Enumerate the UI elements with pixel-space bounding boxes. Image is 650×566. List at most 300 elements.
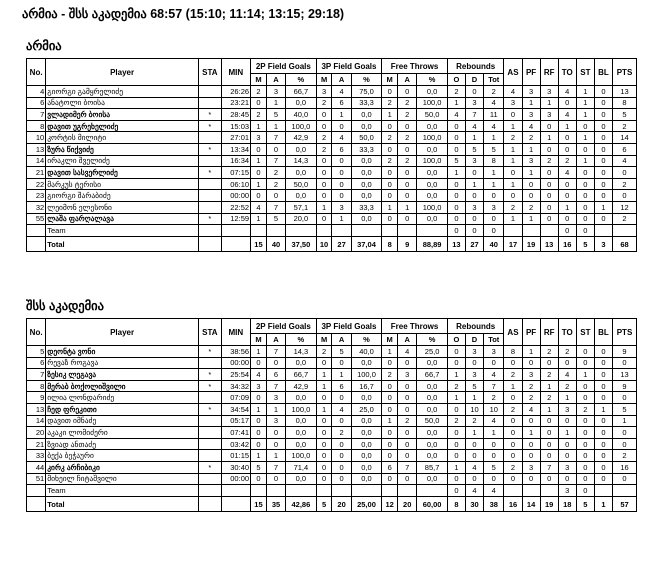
fouls-received: 0 xyxy=(540,178,558,190)
off-rebounds: 2 xyxy=(447,380,465,392)
2p-percent: 100,0 xyxy=(286,450,317,462)
ft-percent: 50,0 xyxy=(417,109,448,121)
total-label: Total xyxy=(46,497,199,512)
player-row xyxy=(27,346,637,358)
team-label: Team xyxy=(46,225,199,237)
def-rebounds: 0 xyxy=(465,213,483,225)
steals: 1 xyxy=(576,109,594,121)
3p-percent: 16,7 xyxy=(351,380,382,392)
total-2p-attempted: 40 xyxy=(266,237,285,252)
blocks: 0 xyxy=(594,415,612,427)
3p-attempted: 0 xyxy=(332,357,351,369)
player-name: მარკუს ტერისი xyxy=(46,178,199,190)
2p-percent: 20,0 xyxy=(286,213,317,225)
minutes: 16:34 xyxy=(221,155,250,167)
3p-percent: 0,0 xyxy=(351,415,382,427)
ft-made: 1 xyxy=(382,201,398,213)
player-number: 33 xyxy=(27,450,46,462)
column-header: RF xyxy=(540,319,558,346)
3p-percent: 0,0 xyxy=(351,178,382,190)
assists: 0 xyxy=(504,190,522,202)
player-row xyxy=(27,357,637,369)
3p-made: 2 xyxy=(316,97,332,109)
column-subheader: % xyxy=(351,334,382,346)
team-name: არმია xyxy=(26,39,62,53)
ft-percent: 100,0 xyxy=(417,201,448,213)
off-rebounds: 1 xyxy=(447,97,465,109)
ft-made: 0 xyxy=(382,450,398,462)
personal-fouls: 1 xyxy=(522,143,540,155)
total-assists: 17 xyxy=(504,237,522,252)
player-row xyxy=(27,201,637,213)
ft-made: 0 xyxy=(382,167,398,179)
minutes: 00:00 xyxy=(221,357,250,369)
starter-mark xyxy=(199,438,222,450)
personal-fouls: 1 xyxy=(522,213,540,225)
2p-attempted: 0 xyxy=(266,438,285,450)
player-number: 21 xyxy=(27,167,46,179)
assists: 2 xyxy=(504,403,522,415)
column-subheader: % xyxy=(286,74,317,86)
ft-percent: 0,0 xyxy=(417,120,448,132)
empty-cell xyxy=(221,485,250,497)
total-ft-percent: 88,89 xyxy=(417,237,448,252)
3p-made: 1 xyxy=(316,403,332,415)
2p-made: 1 xyxy=(251,403,267,415)
personal-fouls: 0 xyxy=(522,450,540,462)
2p-percent: 66,7 xyxy=(286,369,317,381)
column-subheader: A xyxy=(332,74,351,86)
player-name: ილია ლონდარიძე xyxy=(46,392,199,404)
total-turnovers: 16 xyxy=(558,237,576,252)
def-rebounds: 3 xyxy=(465,346,483,358)
2p-made: 3 xyxy=(251,132,267,144)
off-rebounds: 0 xyxy=(447,213,465,225)
turnovers: 0 xyxy=(558,357,576,369)
column-header: STA xyxy=(199,59,222,86)
2p-percent: 0,0 xyxy=(286,392,317,404)
3p-attempted: 0 xyxy=(332,120,351,132)
3p-made: 2 xyxy=(316,346,332,358)
def-rebounds: 7 xyxy=(465,109,483,121)
fouls-received: 0 xyxy=(540,190,558,202)
fouls-received: 0 xyxy=(540,438,558,450)
3p-attempted: 1 xyxy=(332,109,351,121)
2p-made: 0 xyxy=(251,143,267,155)
off-rebounds: 2 xyxy=(447,86,465,98)
2p-percent: 0,0 xyxy=(286,357,317,369)
3p-percent: 0,0 xyxy=(351,213,382,225)
total-steals: 5 xyxy=(576,237,594,252)
ft-attempted: 2 xyxy=(398,415,417,427)
empty-cell xyxy=(522,225,540,237)
off-rebounds: 0 xyxy=(447,225,465,237)
assists: 0 xyxy=(504,473,522,485)
turnovers: 0 xyxy=(558,473,576,485)
ft-percent: 0,0 xyxy=(417,380,448,392)
ft-percent: 0,0 xyxy=(417,190,448,202)
assists: 0 xyxy=(504,415,522,427)
off-rebounds: 0 xyxy=(447,450,465,462)
fouls-received: 0 xyxy=(540,167,558,179)
total-points: 68 xyxy=(613,237,637,252)
assists: 0 xyxy=(504,450,522,462)
3p-made: 1 xyxy=(316,201,332,213)
column-subheader: M xyxy=(251,334,267,346)
ft-attempted: 0 xyxy=(398,357,417,369)
column-subheader: A xyxy=(332,334,351,346)
3p-percent: 33,3 xyxy=(351,201,382,213)
3p-attempted: 2 xyxy=(332,427,351,439)
assists: 0 xyxy=(504,438,522,450)
starter-mark xyxy=(199,450,222,462)
total-3p-made: 5 xyxy=(316,497,332,512)
empty-cell xyxy=(417,485,448,497)
fouls-received: 2 xyxy=(540,155,558,167)
assists: 2 xyxy=(504,461,522,473)
3p-attempted: 1 xyxy=(332,369,351,381)
2p-attempted: 0 xyxy=(266,357,285,369)
player-row xyxy=(27,450,637,462)
column-header: AS xyxy=(504,319,522,346)
player-name: ბექა ბეჭაური xyxy=(46,450,199,462)
player-name: გიორგი შარაბიძე xyxy=(46,190,199,202)
blocks: 0 xyxy=(594,369,612,381)
column-subheader: A xyxy=(266,334,285,346)
3p-made: 0 xyxy=(316,190,332,202)
blocks: 0 xyxy=(594,473,612,485)
blocks: 0 xyxy=(594,392,612,404)
turnovers: 0 xyxy=(558,178,576,190)
2p-percent: 0,0 xyxy=(286,415,317,427)
starter-mark xyxy=(199,357,222,369)
turnovers: 1 xyxy=(558,120,576,132)
personal-fouls: 0 xyxy=(522,473,540,485)
total-rebounds: 1 xyxy=(484,167,504,179)
blocks: 0 xyxy=(594,427,612,439)
player-row xyxy=(27,438,637,450)
player-row xyxy=(27,86,637,98)
player-name: დავით იმნაძე xyxy=(46,415,199,427)
total-rebounds: 11 xyxy=(484,109,504,121)
column-subheader: D xyxy=(465,334,483,346)
personal-fouls: 1 xyxy=(522,97,540,109)
empty-cell xyxy=(382,225,398,237)
assists: 0 xyxy=(504,109,522,121)
2p-percent: 0,0 xyxy=(286,438,317,450)
ft-made: 0 xyxy=(382,380,398,392)
starter-mark xyxy=(199,473,222,485)
ft-percent: 100,0 xyxy=(417,132,448,144)
column-header: Rebounds xyxy=(447,319,504,334)
points: 14 xyxy=(613,132,637,144)
2p-percent: 100,0 xyxy=(286,403,317,415)
header-row xyxy=(27,319,637,334)
2p-percent: 71,4 xyxy=(286,461,317,473)
total-ft-made: 12 xyxy=(382,497,398,512)
column-header: PF xyxy=(522,59,540,86)
ft-attempted: 0 xyxy=(398,178,417,190)
assists: 8 xyxy=(504,346,522,358)
blocks: 1 xyxy=(594,201,612,213)
personal-fouls: 1 xyxy=(522,427,540,439)
3p-attempted: 6 xyxy=(332,97,351,109)
player-number: 44 xyxy=(27,461,46,473)
steals: 0 xyxy=(576,392,594,404)
empty-cell xyxy=(199,225,222,237)
empty-cell xyxy=(522,485,540,497)
total-rebounds: 3 xyxy=(484,201,504,213)
ft-made: 0 xyxy=(382,427,398,439)
2p-made: 0 xyxy=(251,473,267,485)
player-row xyxy=(27,415,637,427)
player-row xyxy=(27,167,637,179)
fouls-received: 3 xyxy=(540,109,558,121)
page-title: არმია - შსს აკადემია 68:57 (15:10; 11:14; 13:15; 29:18) xyxy=(22,7,345,21)
player-number: 10 xyxy=(27,132,46,144)
total-rebounds: 0 xyxy=(484,438,504,450)
def-rebounds: 0 xyxy=(465,450,483,462)
points: 6 xyxy=(613,143,637,155)
team-stats-table xyxy=(26,58,637,252)
player-name: აკაკი ლომიძერი xyxy=(46,427,199,439)
column-header: RF xyxy=(540,59,558,86)
fouls-received: 0 xyxy=(540,201,558,213)
ft-percent: 0,0 xyxy=(417,427,448,439)
steals: 0 xyxy=(576,357,594,369)
assists: 1 xyxy=(504,143,522,155)
column-header: PF xyxy=(522,319,540,346)
blocks: 1 xyxy=(594,403,612,415)
3p-made: 0 xyxy=(316,415,332,427)
3p-percent: 0,0 xyxy=(351,357,382,369)
ft-attempted: 0 xyxy=(398,403,417,415)
column-subheader: O xyxy=(447,334,465,346)
player-number: 20 xyxy=(27,427,46,439)
starter-mark: * xyxy=(199,143,222,155)
column-header: 2P Field Goals xyxy=(251,319,317,334)
total-personal-fouls: 19 xyxy=(522,237,540,252)
3p-percent: 25,0 xyxy=(351,403,382,415)
ft-made: 0 xyxy=(382,473,398,485)
3p-made: 3 xyxy=(316,86,332,98)
total-rebounds: 0 xyxy=(484,213,504,225)
starter-mark xyxy=(199,86,222,98)
steals: 0 xyxy=(576,415,594,427)
off-rebounds: 0 xyxy=(447,143,465,155)
2p-made: 5 xyxy=(251,461,267,473)
2p-made: 1 xyxy=(251,178,267,190)
2p-attempted: 5 xyxy=(266,109,285,121)
column-subheader: A xyxy=(266,74,285,86)
total-turnovers: 18 xyxy=(558,497,576,512)
player-number: 4 xyxy=(27,86,46,98)
player-number: 32 xyxy=(27,201,46,213)
column-subheader: O xyxy=(447,74,465,86)
total-points: 57 xyxy=(613,497,637,512)
assists: 2 xyxy=(504,132,522,144)
turnovers: 4 xyxy=(558,369,576,381)
column-header: MIN xyxy=(221,319,250,346)
turnovers: 0 xyxy=(558,213,576,225)
ft-percent: 100,0 xyxy=(417,155,448,167)
2p-made: 1 xyxy=(251,120,267,132)
2p-made: 4 xyxy=(251,201,267,213)
empty-cell xyxy=(417,225,448,237)
turnovers: 1 xyxy=(558,392,576,404)
player-row xyxy=(27,178,637,190)
ft-made: 6 xyxy=(382,461,398,473)
3p-attempted: 0 xyxy=(332,450,351,462)
points: 0 xyxy=(613,392,637,404)
minutes: 00:00 xyxy=(221,190,250,202)
total-rebounds: 8 xyxy=(484,155,504,167)
ft-made: 0 xyxy=(382,190,398,202)
player-row xyxy=(27,143,637,155)
2p-attempted: 2 xyxy=(266,178,285,190)
3p-percent: 0,0 xyxy=(351,120,382,132)
def-rebounds: 0 xyxy=(465,86,483,98)
ft-made: 0 xyxy=(382,438,398,450)
2p-made: 0 xyxy=(251,167,267,179)
player-name: დავით უგრეხელიძე xyxy=(46,120,199,132)
personal-fouls: 2 xyxy=(522,380,540,392)
column-header: 2P Field Goals xyxy=(251,59,317,74)
minutes: 34:54 xyxy=(221,403,250,415)
turnovers: 2 xyxy=(558,346,576,358)
3p-percent: 0,0 xyxy=(351,167,382,179)
steals: 0 xyxy=(576,225,594,237)
3p-attempted: 0 xyxy=(332,167,351,179)
blocks: 0 xyxy=(594,178,612,190)
ft-attempted: 0 xyxy=(398,427,417,439)
3p-made: 0 xyxy=(316,473,332,485)
off-rebounds: 0 xyxy=(447,120,465,132)
minutes: 12:59 xyxy=(221,213,250,225)
ft-attempted: 1 xyxy=(398,201,417,213)
empty-cell xyxy=(504,225,522,237)
total-ft-made: 8 xyxy=(382,237,398,252)
blocks: 0 xyxy=(594,346,612,358)
column-header: ST xyxy=(576,59,594,86)
assists: 2 xyxy=(504,369,522,381)
starter-mark xyxy=(199,178,222,190)
2p-made: 0 xyxy=(251,190,267,202)
3p-made: 0 xyxy=(316,357,332,369)
personal-fouls: 0 xyxy=(522,357,540,369)
starter-mark: * xyxy=(199,167,222,179)
column-header: STA xyxy=(199,319,222,346)
empty-cell xyxy=(266,485,285,497)
player-name: ლეიმონ ელესონი xyxy=(46,201,199,213)
blocks: 0 xyxy=(594,167,612,179)
2p-attempted: 7 xyxy=(266,380,285,392)
column-header: 3P Field Goals xyxy=(316,319,382,334)
def-rebounds: 0 xyxy=(465,473,483,485)
starter-mark xyxy=(199,427,222,439)
ft-made: 0 xyxy=(382,178,398,190)
empty-cell xyxy=(382,485,398,497)
ft-made: 0 xyxy=(382,120,398,132)
steals: 0 xyxy=(576,473,594,485)
player-name: რევაზ როგავა xyxy=(46,357,199,369)
2p-attempted: 0 xyxy=(266,190,285,202)
assists: 2 xyxy=(504,201,522,213)
2p-percent: 42,9 xyxy=(286,132,317,144)
header-row xyxy=(27,59,637,74)
ft-percent: 0,0 xyxy=(417,167,448,179)
ft-percent: 0,0 xyxy=(417,473,448,485)
2p-percent: 57,1 xyxy=(286,201,317,213)
fouls-received: 1 xyxy=(540,132,558,144)
2p-made: 1 xyxy=(251,346,267,358)
off-rebounds: 0 xyxy=(447,178,465,190)
3p-made: 0 xyxy=(316,427,332,439)
ft-attempted: 0 xyxy=(398,450,417,462)
player-number: 51 xyxy=(27,473,46,485)
column-subheader: M xyxy=(316,74,332,86)
2p-attempted: 0 xyxy=(266,427,285,439)
team-row xyxy=(27,485,637,497)
2p-attempted: 0 xyxy=(266,473,285,485)
column-header: Free Throws xyxy=(382,319,448,334)
2p-attempted: 0 xyxy=(266,143,285,155)
total-rebounds: 4 xyxy=(484,120,504,132)
empty-cell xyxy=(594,485,612,497)
blocks: 0 xyxy=(594,109,612,121)
2p-made: 4 xyxy=(251,369,267,381)
2p-attempted: 7 xyxy=(266,346,285,358)
steals: 1 xyxy=(576,97,594,109)
steals: 1 xyxy=(576,132,594,144)
ft-percent: 0,0 xyxy=(417,392,448,404)
player-number: 14 xyxy=(27,415,46,427)
steals: 0 xyxy=(576,213,594,225)
column-header: BL xyxy=(594,59,612,86)
empty-cell xyxy=(398,225,417,237)
3p-percent: 0,0 xyxy=(351,190,382,202)
minutes: 03:42 xyxy=(221,438,250,450)
column-subheader: A xyxy=(398,74,417,86)
empty-cell xyxy=(504,485,522,497)
ft-made: 0 xyxy=(382,357,398,369)
total-rebounds: 3 xyxy=(484,346,504,358)
minutes: 34:32 xyxy=(221,380,250,392)
turnovers: 0 xyxy=(558,225,576,237)
ft-percent: 0,0 xyxy=(417,438,448,450)
2p-percent: 0,0 xyxy=(286,167,317,179)
total-rebounds: 0 xyxy=(484,190,504,202)
starter-mark xyxy=(199,415,222,427)
points: 12 xyxy=(613,201,637,213)
2p-percent: 0,0 xyxy=(286,427,317,439)
off-rebounds: 0 xyxy=(447,190,465,202)
steals: 0 xyxy=(576,380,594,392)
column-header: Player xyxy=(46,59,199,86)
3p-percent: 75,0 xyxy=(351,86,382,98)
column-header: PTS xyxy=(613,59,637,86)
3p-attempted: 4 xyxy=(332,86,351,98)
3p-attempted: 3 xyxy=(332,201,351,213)
personal-fouls: 3 xyxy=(522,86,540,98)
2p-made: 0 xyxy=(251,415,267,427)
empty-cell xyxy=(199,237,222,252)
personal-fouls: 3 xyxy=(522,155,540,167)
player-number: 14 xyxy=(27,155,46,167)
off-rebounds: 0 xyxy=(447,403,465,415)
3p-percent: 40,0 xyxy=(351,346,382,358)
ft-made: 0 xyxy=(382,403,398,415)
